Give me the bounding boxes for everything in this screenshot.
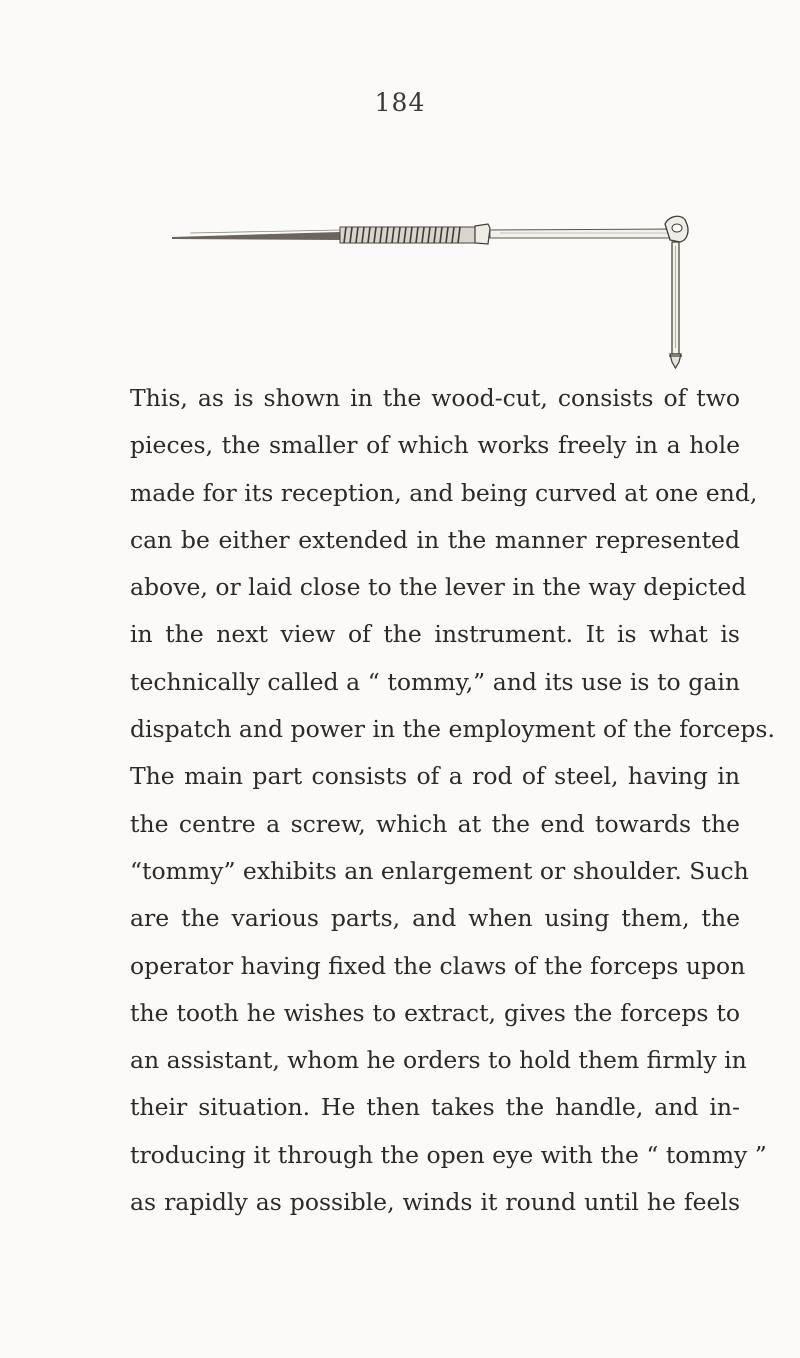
text-line: the tooth he wishes to extract, gives the forceps to	[130, 998, 740, 1027]
text-line: their situation. He then takes the handle, and in-	[130, 1093, 740, 1122]
text-line: The main part consists of a rod of steel, having in	[130, 762, 740, 791]
shoulder	[475, 224, 490, 244]
text-line: made for its reception, and being curved at one end,	[130, 478, 758, 507]
body-paragraph	[130, 375, 775, 1226]
text-line: in the next view of the instrument. It is what is	[130, 620, 740, 649]
text-line: an assistant, whom he orders to hold them firmly in	[130, 1046, 747, 1075]
text-line: “tommy” exhibits an enlargement or shoulder. Such	[130, 856, 749, 885]
text-line: above, or laid close to the lever in the way depicted	[130, 573, 747, 602]
text-line: as rapidly as possible, winds it round until he feels	[130, 1188, 740, 1217]
text-line: can be either extended in the manner represented	[130, 525, 740, 554]
screw-thread	[340, 227, 475, 243]
text-line: are the various parts, and when using them, the	[130, 904, 740, 933]
page-number: 184	[374, 88, 426, 117]
text-line: pieces, the smaller of which works freely in a hole	[130, 431, 740, 460]
text-line: the centre a screw, which at the end towards the	[130, 809, 740, 838]
forceps-tommy-woodcut-icon	[170, 160, 700, 375]
text-line: troducing it through the open eye with the “ tommy ”	[130, 1140, 767, 1169]
rod-right	[490, 229, 670, 238]
text-line: technically called a “ tommy,” and its use is to gain	[130, 667, 740, 696]
text-line: dispatch and power in the employment of the forceps.	[130, 715, 775, 744]
text-line: operator having fixed the claws of the forceps upon	[130, 951, 746, 980]
text-line: This, as is shown in the wood-cut, consists of two	[130, 384, 740, 412]
